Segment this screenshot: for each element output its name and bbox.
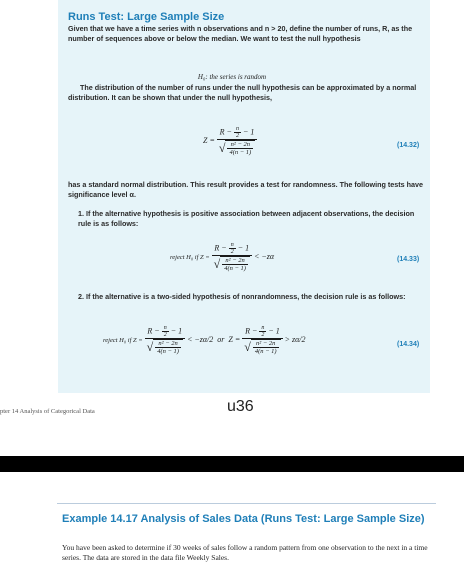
gt-z-alpha-half: > zα/2: [284, 334, 306, 344]
equation-14-34: reject H₀ if Z = R − $\frac{n}{2}$ − 1 √ $\frac{\text{n² − 2n}}{4(n - 1)}$ < −zα/2 or Z = R − $\frac{n}{2}$ − 1 √ $\frac{\text{n² − 2n}}{4(n - 1)}$ > zα/2: [103, 325, 306, 355]
null-hypothesis: H₀: the series is random: [197, 73, 267, 81]
equation-number-14-34: (14.34): [397, 341, 420, 348]
lt-z-alpha-half: < −zα/2: [186, 334, 214, 344]
example-text: You have been asked to determine if 30 weeks of sales follow a random pattern from one observation to the next in a time series. The data are stored in the data file Weekly Sales.: [62, 543, 428, 562]
reject-label-1: reject H₀ if Z =: [170, 253, 210, 261]
reject-label-2: reject H₀ if Z =: [103, 336, 143, 344]
equation-number-14-33: (14.33): [397, 256, 420, 263]
lt-z-alpha: < −zα: [253, 251, 275, 261]
decision-rule-2: 2. If the alternative is a two-sided hypothesis of nonrandomness, the decision rule is as follows:: [78, 292, 406, 301]
equation-number-14-32: (14.32): [397, 142, 420, 149]
page-separator: [0, 456, 464, 472]
intro-paragraph: Given that we have a time series with n observations and n > 20, define the number of runs, R, as the number of sequences above or below the median. We want to test the null hypothesis: [68, 24, 413, 43]
page-label: u36: [227, 398, 254, 415]
after-equation-paragraph: has a standard normal distribution. This result provides a test for randomness. The following tests have significance level α.: [68, 180, 424, 199]
distribution-paragraph: The distribution of the number of runs under the null hypothesis can be approximated by a normal distribution. It can be shown that under the null hypothesis,: [68, 83, 417, 102]
box-title: Runs Test: Large Sample Size: [68, 11, 225, 23]
or-label: or: [217, 334, 225, 344]
equation-14-33: reject H₀ if Z = R − $\frac{n}{2}$ − 1 √ $\frac{\text{n² − 2n}}{4(n - 1)}$ < −zα: [170, 242, 275, 272]
example-title: Example 14.17 Analysis of Sales Data (Runs Test: Large Sample Size): [62, 513, 425, 525]
decision-rule-1: 1. If the alternative hypothesis is positive association between adjacent observations, the decision rule is as follows:: [78, 209, 415, 228]
equation-14-32: Z = R − $\frac{n}{2}$ − 1 √ $\frac{\text{n² − 2n}}{4(n - 1)}$: [203, 126, 257, 156]
chapter-footer: pter 14 Analysis of Categorical Data: [0, 408, 95, 415]
